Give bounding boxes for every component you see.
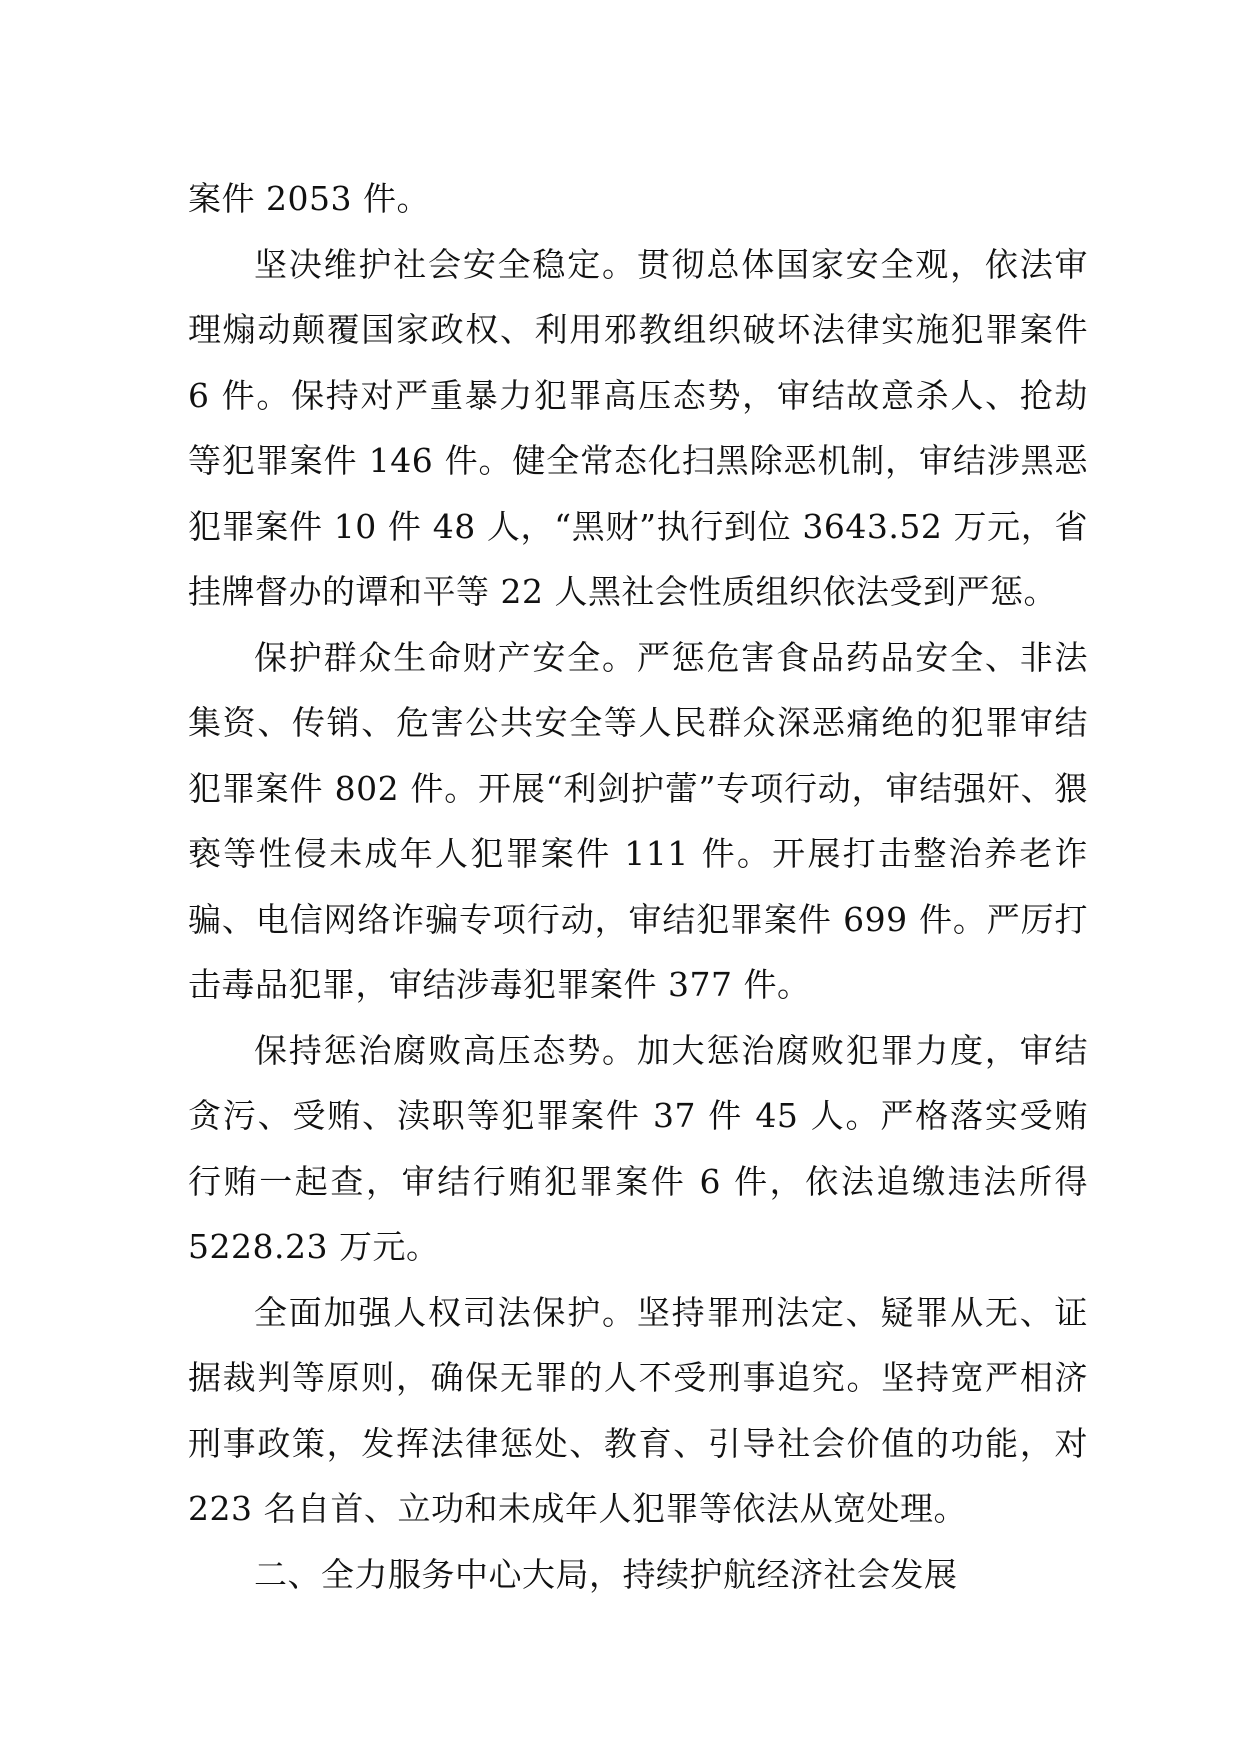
paragraph-continuation: 案件 2053 件。 (188, 179, 430, 218)
paragraph-property-safety: 保护群众生命财产安全。严惩危害食品药品安全、非法集资、传销、危害公共安全等人民群众深恶痛绝的犯罪审结犯罪案件 802 件。开展“利剑护蕾”专项行动，审结强奸、猥亵等性侵未成年人犯罪案件 111 件。开展打击整治养老诈骗、电信网络诈骗专项行动，审结犯罪案件 699 件。严厉打击毒品犯罪，审结涉毒犯罪案件 377 件。 (188, 637, 1088, 1004)
paragraph-social-security: 坚决维护社会安全稳定。贯彻总体国家安全观，依法审理煽动颠覆国家政权、利用邪教组织破坏法律实施犯罪案件 6 件。保持对严重暴力犯罪高压态势，审结故意杀人、抢劫等犯罪案件 146 件。健全常态化扫黑除恶机制，审结涉黑恶犯罪案件 10 件 48 人，“黑财”执行到位 3643.52 万元，省挂牌督办的谭和平等 22 人黑社会性质组织依法受到严惩。 (188, 244, 1088, 611)
section-heading: 二、全力服务中心大局，持续护航经济社会发展 (254, 1554, 958, 1594)
document-page (188, 166, 1088, 1607)
paragraph-human-rights: 全面加强人权司法保护。坚持罪刑法定、疑罪从无、证据裁判等原则，确保无罪的人不受刑事追究。坚持宽严相济刑事政策，发挥法律惩处、教育、引导社会价值的功能，对 223 名自首、立功和未成年人犯罪等依法从宽处理。 (188, 1292, 1088, 1528)
paragraph-anti-corruption: 保持惩治腐败高压态势。加大惩治腐败犯罪力度，审结贪污、受贿、渎职等犯罪案件 37 件 45 人。严格落实受贿行贿一起查，审结行贿犯罪案件 6 件，依法追缴违法所得 5228.23 万元。 (188, 1030, 1088, 1266)
